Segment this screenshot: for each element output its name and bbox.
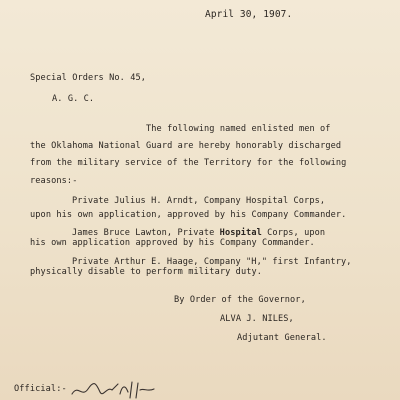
item2-bold: Hospital [219,228,262,238]
body-intro-2: the Oklahoma National Guard are hereby honorably discharged [30,141,342,151]
body-intro-1: The following named enlisted men of [146,124,331,134]
order-number: Special Orders No. 45, [30,73,147,83]
agc-line: A. G. C. [52,94,95,104]
item1-line1: Private Julius H. Arndt, Company Hospital Corps, [72,196,326,206]
signatory-title: Adjutant General. [237,333,327,343]
body-intro-4: reasons:- [30,176,78,186]
item2-post: Corps, upon [261,228,326,238]
item3-line2: physically disable to perform military duty. [30,267,263,277]
item2-pre: James Bruce Lawton, Private [72,228,220,238]
handwritten-signature [70,380,160,400]
signatory-name: ALVA J. NILES, [220,314,294,324]
item3-line1: Private Arthur E. Haage, Company "H," first Infantry, [72,257,352,267]
body-intro-3: from the military service of the Territory for the following [30,158,347,168]
by-order: By Order of the Governor, [174,295,306,305]
date: April 30, 1907. [205,9,293,20]
official-label: Official:- [14,384,67,394]
item2-line2: his own application approved by his Company Commander. [30,238,315,248]
item2-line1 [72,228,325,238]
item1-line2: upon his own application, approved by his Company Commander. [30,210,347,220]
